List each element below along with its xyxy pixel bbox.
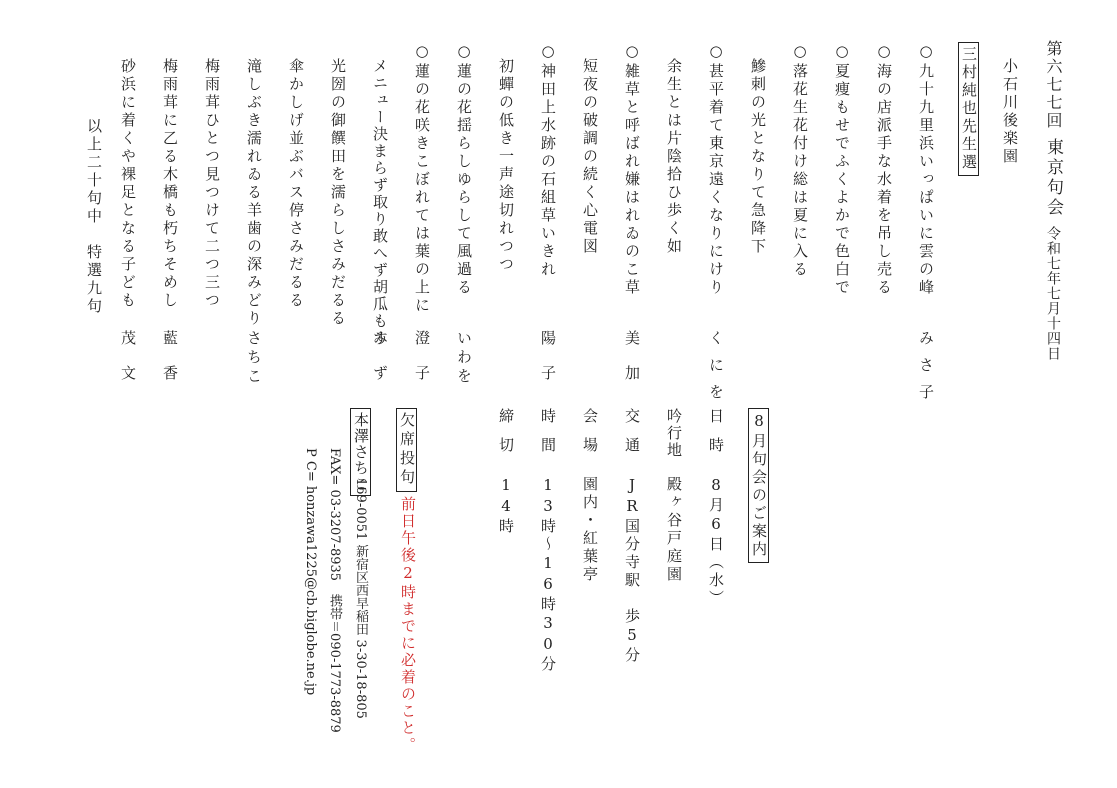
haiku-6: ○甚平着て東京遠くなりにけり — [707, 42, 725, 297]
haiku-1-author: みさ子 — [917, 330, 935, 411]
haiku-8: ○雑草と呼ばれ嫌はれゐのこ草 — [623, 42, 641, 297]
notice-label-venue: 会場 — [581, 408, 599, 466]
group-name: 東京句会 — [1043, 138, 1063, 218]
page-title — [1044, 40, 1061, 361]
haiku-13-author: 澄子 — [413, 330, 431, 400]
selector-label: 三村純也先生選 — [958, 42, 979, 176]
haiku-18: 梅雨茸ひとつ見つけて二つ三つ — [203, 58, 221, 310]
haiku-3: ○夏痩もせでふくよかで色白で — [833, 42, 851, 297]
meeting-number: 第六七七回 — [1044, 40, 1063, 130]
haiku-5: 鰺刺の光となりて急降下 — [749, 58, 767, 256]
contact-phone: FAX= 03-3207-8935 携帯＝090-1773-8879 — [327, 448, 342, 733]
notice-label-access: 交通 — [623, 408, 641, 466]
venue: 小石川後楽園 — [1001, 58, 1019, 166]
haiku-4: ○落花生花付け総は夏に入る — [791, 42, 809, 279]
absent-deadline: 前日午後2時までに必着のこと。 — [399, 496, 417, 754]
haiku-17: 滝しぶき濡れゐる羊歯の深みどり — [245, 58, 263, 328]
haiku-19-author: 藍香 — [161, 330, 179, 400]
contact-address: 169-0051 新宿区西早稲田 3-30-18-805 — [353, 478, 368, 719]
haiku-14-author: すず — [371, 330, 389, 400]
summary: 以上二十句中 特選九句 — [85, 118, 103, 316]
haiku-8-author: 美加 — [623, 330, 641, 400]
absent-title: 欠席投句 — [396, 408, 417, 492]
haiku-1: ○九十九里浜いっぱいに雲の峰 — [917, 42, 935, 297]
notice-label-time: 時間 — [539, 408, 557, 466]
notice-value-venue: 園内・紅葉亭 — [581, 476, 599, 584]
meeting-date: 令和七年七月十四日 — [1045, 226, 1061, 361]
haiku-7: 余生とは片陰拾ひ歩く如 — [665, 58, 683, 256]
haiku-16: 傘かしげ並ぶバス停さみだるる — [287, 58, 305, 310]
haiku-15: 光圀の御饌田を濡らしさみだるる — [329, 58, 347, 328]
contact-email: P C= honzawa1225@cb.biglobe.ne.jp — [303, 448, 318, 696]
haiku-10: ○神田上水跡の石組草いきれ — [539, 42, 557, 279]
notice-value-time: 13時～16時30分 — [539, 476, 557, 674]
notice-value-deadline: 14時 — [497, 476, 515, 536]
notice-value-datetime: 8月6日（水） — [707, 476, 725, 608]
notice-value-access: JR国分寺駅 歩5分 — [623, 476, 641, 665]
haiku-12: ○蓮の花揺らしゆらして風過る — [455, 42, 473, 297]
haiku-12-author: いわを — [455, 330, 473, 387]
haiku-6-author: くにを — [707, 330, 725, 411]
haiku-2: ○海の店派手な水着を吊し売る — [875, 42, 893, 297]
haiku-10-author: 陽子 — [539, 330, 557, 400]
contact-name: 本澤さちこ — [350, 408, 371, 496]
haiku-20-author: 茂文 — [119, 330, 137, 400]
haiku-13: ○蓮の花咲きこぼれては葉の上に — [413, 42, 431, 315]
haiku-17-author: さちこ — [245, 330, 263, 387]
haiku-20: 砂浜に着くや裸足となる子ども — [119, 58, 137, 310]
haiku-19: 梅雨茸に乙る木橋も朽ちそめし — [161, 58, 179, 310]
haiku-9: 短夜の破調の続く心電図 — [581, 58, 599, 256]
notice-label-deadline: 締切 — [497, 408, 515, 466]
haiku-11: 初蟬の低き一声途切れつつ — [497, 58, 515, 274]
notice-label-datetime: 日時 — [707, 408, 725, 466]
notice-label-place: 吟行地 — [665, 408, 683, 459]
haiku-14: メニュー決まらず取り敢へず胡瓜もみ — [371, 58, 389, 347]
notice-title: 8月句会のご案内 — [748, 408, 769, 563]
notice-value-place: 殿ヶ谷戸庭園 — [665, 476, 683, 584]
